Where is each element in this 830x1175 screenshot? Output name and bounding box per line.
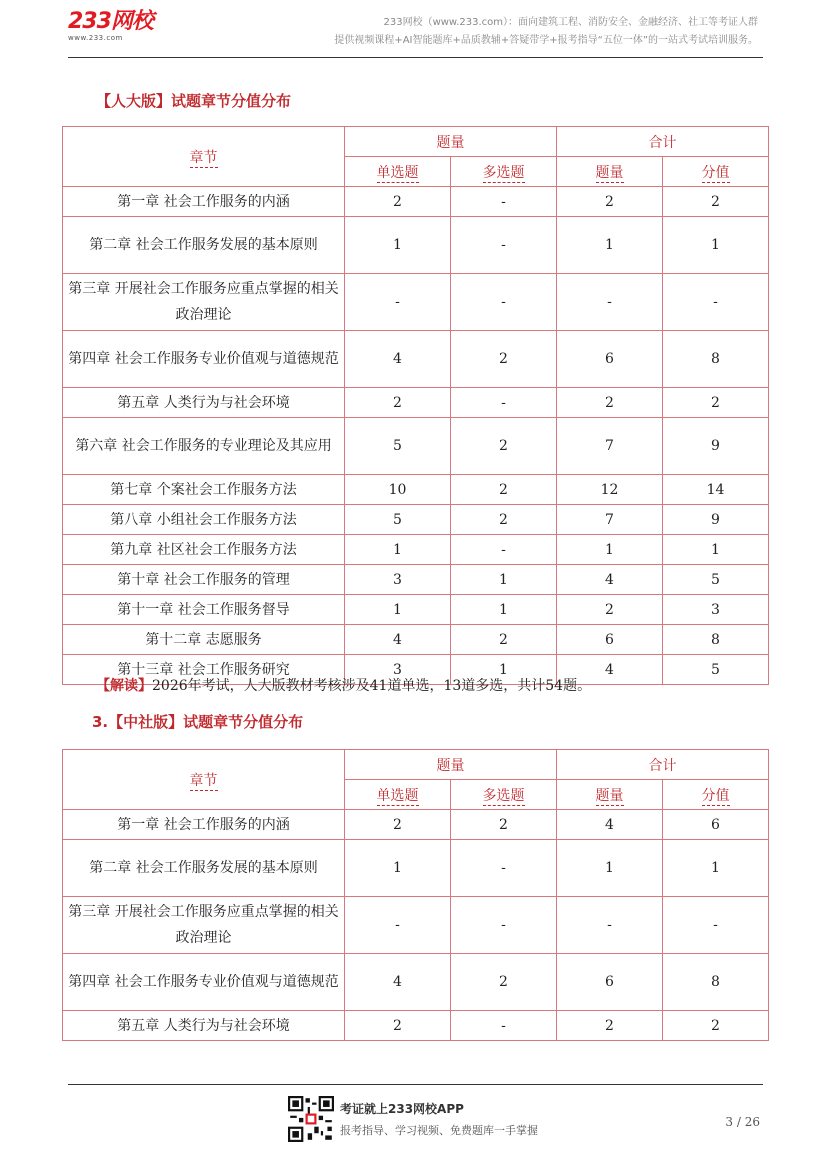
total-score-cell: 14 (663, 475, 769, 505)
col-header-questions: 题量 (345, 127, 557, 157)
total-score-cell: - (663, 274, 769, 331)
total-count-cell: 2 (557, 388, 663, 418)
chapter-cell: 第五章 人类行为与社会环境 (63, 1011, 345, 1041)
section-title-renda: 【人大版】试题章节分值分布 (96, 92, 292, 110)
single-choice-cell: 2 (345, 1011, 451, 1041)
single-choice-cell: 4 (345, 954, 451, 1011)
multi-choice-cell: 2 (451, 418, 557, 475)
page-header (0, 0, 830, 60)
multi-choice-cell: - (451, 217, 557, 274)
table-row (63, 388, 769, 418)
table-row (63, 535, 769, 565)
total-score-cell: 2 (663, 1011, 769, 1041)
multi-choice-cell: 1 (451, 595, 557, 625)
footer-divider (68, 1084, 763, 1085)
table-row (63, 187, 769, 217)
total-count-cell: 6 (557, 954, 663, 1011)
table-row (63, 475, 769, 505)
total-score-cell: 6 (663, 810, 769, 840)
total-score-cell: 9 (663, 418, 769, 475)
multi-choice-cell: 2 (451, 810, 557, 840)
col-header-chapter: 章节 (63, 750, 345, 810)
table-row (63, 810, 769, 840)
total-count-cell: 1 (557, 217, 663, 274)
single-choice-cell: 2 (345, 187, 451, 217)
col-header-total: 合计 (557, 750, 769, 780)
col-header-questions: 题量 (345, 750, 557, 780)
single-choice-cell: 1 (345, 217, 451, 274)
multi-choice-cell: - (451, 840, 557, 897)
footer-app-title: 考证就上233网校APP (340, 1102, 464, 1116)
single-choice-cell: - (345, 274, 451, 331)
chapter-cell: 第五章 人类行为与社会环境 (63, 388, 345, 418)
table-row (63, 897, 769, 954)
table-row (63, 274, 769, 331)
table-row (63, 840, 769, 897)
total-count-cell: - (557, 897, 663, 954)
single-choice-cell: 3 (345, 565, 451, 595)
table-row (63, 565, 769, 595)
col-header-score: 分值 (663, 780, 769, 810)
multi-choice-cell: - (451, 388, 557, 418)
total-score-cell: 3 (663, 595, 769, 625)
chapter-cell: 第一章 社会工作服务的内涵 (63, 810, 345, 840)
multi-choice-cell: - (451, 535, 557, 565)
qr-code-icon[interactable] (288, 1096, 334, 1142)
chapter-cell: 第二章 社会工作服务发展的基本原则 (63, 840, 345, 897)
chapter-cell: 第九章 社区社会工作服务方法 (63, 535, 345, 565)
chapter-cell: 第十一章 社会工作服务督导 (63, 595, 345, 625)
multi-choice-cell: - (451, 1011, 557, 1041)
footer-app-subtitle: 报考指导、学习视频、免费题库一手掌握 (340, 1124, 538, 1137)
table-row (63, 418, 769, 475)
header-line-2: 提供视频课程+AI智能题库+品质教辅+答疑带学+报考指导“五位一体”的一站式考试培训服务。 (334, 35, 758, 46)
chapter-cell: 第十三章 社会工作服务研究 (63, 655, 345, 685)
score-table-renda (62, 126, 769, 685)
col-header-score: 分值 (663, 157, 769, 187)
interpretation-note (96, 675, 591, 695)
logo-url: www.233.com (68, 34, 123, 42)
chapter-cell: 第三章 开展社会工作服务应重点掌握的相关政治理论 (63, 274, 345, 331)
chapter-cell: 第四章 社会工作服务专业价值观与道德规范 (63, 331, 345, 388)
note-text: 2026年考试，人大版教材考核涉及41道单选，13道多选，共计54题。 (152, 678, 592, 694)
total-count-cell: 4 (557, 810, 663, 840)
total-score-cell: 8 (663, 331, 769, 388)
single-choice-cell: 4 (345, 625, 451, 655)
chapter-cell: 第一章 社会工作服务的内涵 (63, 187, 345, 217)
chapter-cell: 第十章 社会工作服务的管理 (63, 565, 345, 595)
header-line-1: 233网校（www.233.com）：面向建筑工程、消防安全、金融经济、社工等考证人群 (383, 17, 758, 28)
multi-choice-cell: 1 (451, 565, 557, 595)
single-choice-cell: 10 (345, 475, 451, 505)
score-table-zhongshe (62, 749, 769, 1041)
total-score-cell: 1 (663, 535, 769, 565)
brand-logo[interactable] (68, 10, 153, 43)
col-header-single: 单选题 (345, 157, 451, 187)
col-header-count: 题量 (557, 780, 663, 810)
total-score-cell: 1 (663, 840, 769, 897)
col-header-chapter: 章节 (63, 127, 345, 187)
single-choice-cell: 2 (345, 388, 451, 418)
col-header-multi: 多选题 (451, 157, 557, 187)
total-count-cell: 4 (557, 565, 663, 595)
page-number: 3 / 26 (725, 1115, 760, 1129)
multi-choice-cell: - (451, 274, 557, 331)
chapter-cell: 第十二章 志愿服务 (63, 625, 345, 655)
table-row (63, 625, 769, 655)
chapter-cell: 第三章 开展社会工作服务应重点掌握的相关政治理论 (63, 897, 345, 954)
note-tag: 【解读】 (96, 678, 152, 694)
single-choice-cell: 3 (345, 655, 451, 685)
total-score-cell: 1 (663, 217, 769, 274)
col-header-total: 合计 (557, 127, 769, 157)
total-count-cell: 7 (557, 505, 663, 535)
total-score-cell: 9 (663, 505, 769, 535)
col-header-multi: 多选题 (451, 780, 557, 810)
logo-text: 233网校 (68, 9, 153, 34)
total-score-cell: 2 (663, 388, 769, 418)
chapter-cell: 第四章 社会工作服务专业价值观与道德规范 (63, 954, 345, 1011)
chapter-cell: 第二章 社会工作服务发展的基本原则 (63, 217, 345, 274)
multi-choice-cell: 2 (451, 331, 557, 388)
chapter-cell: 第七章 个案社会工作服务方法 (63, 475, 345, 505)
multi-choice-cell: 1 (451, 655, 557, 685)
multi-choice-cell: 2 (451, 505, 557, 535)
total-score-cell: 2 (663, 187, 769, 217)
table-row (63, 595, 769, 625)
header-divider (68, 57, 763, 58)
chapter-cell: 第八章 小组社会工作服务方法 (63, 505, 345, 535)
total-score-cell: 5 (663, 565, 769, 595)
single-choice-cell: - (345, 897, 451, 954)
total-count-cell: 1 (557, 840, 663, 897)
single-choice-cell: 5 (345, 505, 451, 535)
col-header-count: 题量 (557, 157, 663, 187)
table-row (63, 331, 769, 388)
single-choice-cell: 5 (345, 418, 451, 475)
table-row (63, 954, 769, 1011)
total-score-cell: - (663, 897, 769, 954)
total-count-cell: 2 (557, 187, 663, 217)
total-count-cell: 12 (557, 475, 663, 505)
multi-choice-cell: 2 (451, 954, 557, 1011)
multi-choice-cell: 2 (451, 625, 557, 655)
single-choice-cell: 1 (345, 535, 451, 565)
total-count-cell: 4 (557, 655, 663, 685)
total-count-cell: 2 (557, 1011, 663, 1041)
total-count-cell: 6 (557, 625, 663, 655)
table-row (63, 505, 769, 535)
total-score-cell: 8 (663, 625, 769, 655)
chapter-cell: 第六章 社会工作服务的专业理论及其应用 (63, 418, 345, 475)
section-title-zhongshe: 3.【中社版】试题章节分值分布 (92, 713, 304, 731)
col-header-single: 单选题 (345, 780, 451, 810)
total-count-cell: 1 (557, 535, 663, 565)
single-choice-cell: 2 (345, 810, 451, 840)
multi-choice-cell: 2 (451, 475, 557, 505)
total-count-cell: - (557, 274, 663, 331)
table-row (63, 1011, 769, 1041)
table-row (63, 217, 769, 274)
header-tagline (334, 14, 758, 50)
total-count-cell: 2 (557, 595, 663, 625)
single-choice-cell: 1 (345, 595, 451, 625)
multi-choice-cell: - (451, 187, 557, 217)
total-score-cell: 5 (663, 655, 769, 685)
total-score-cell: 8 (663, 954, 769, 1011)
single-choice-cell: 1 (345, 840, 451, 897)
total-count-cell: 6 (557, 331, 663, 388)
total-count-cell: 7 (557, 418, 663, 475)
multi-choice-cell: - (451, 897, 557, 954)
single-choice-cell: 4 (345, 331, 451, 388)
